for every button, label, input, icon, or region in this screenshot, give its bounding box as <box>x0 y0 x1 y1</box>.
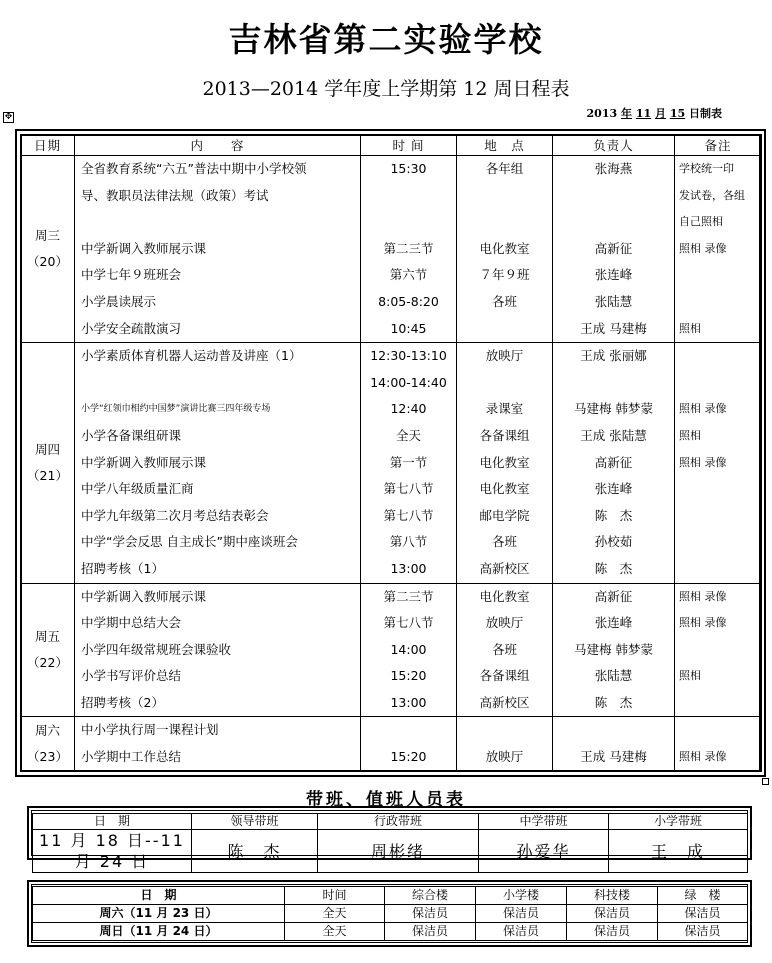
place-line: 邮电学院 <box>479 507 530 523</box>
person-line: 王成 张丽娜 <box>580 348 647 364</box>
time-line <box>361 209 456 236</box>
person-line: 王成 马建梅 <box>580 320 647 336</box>
made-date <box>587 105 722 121</box>
place-line: 各备课组 <box>479 427 530 443</box>
person-line: 陈 杰 <box>594 694 633 710</box>
place-column-cell <box>457 343 553 583</box>
duty-header-middle: 中学带班 <box>479 814 609 830</box>
time-line: 第二三节 <box>383 240 434 256</box>
made-month: 11 <box>635 107 652 120</box>
content-line: 中学九年级第二次月考总结表彰会 <box>81 507 269 523</box>
note-column-cell <box>675 343 762 583</box>
day-name: 周五 <box>34 628 60 644</box>
cleaning-staff: 保洁员 <box>385 923 476 941</box>
place-line: 电化教室 <box>479 240 530 256</box>
person-line: 马建梅 韩梦蒙 <box>574 401 653 417</box>
duty-header-leader: 领导带班 <box>192 814 318 830</box>
header-person: 负责人 <box>553 135 675 156</box>
note-column-cell <box>675 156 762 343</box>
person-line: 王成 张陆慧 <box>580 427 647 443</box>
note-line: 照相 <box>679 669 701 683</box>
note-line: 学校统一印 <box>679 162 734 175</box>
cleaning-header-building2: 小学楼 <box>476 887 567 905</box>
place-line: 放映厅 <box>485 615 524 631</box>
duty-middle: 孙爱华 <box>479 830 609 873</box>
made-day-suffix: 日制表 <box>689 107 722 120</box>
place-line: 放映厅 <box>485 348 524 364</box>
note-line: 照相 录像 <box>679 241 727 255</box>
cleaning-date: 周六（11 月 23 日） <box>33 905 285 923</box>
time-line: 第一节 <box>389 454 428 470</box>
person-line: 高新征 <box>594 454 633 470</box>
note-line <box>675 690 761 717</box>
time-line: 第七八节 <box>383 615 434 631</box>
duty-header-date: 日 期 <box>33 814 192 830</box>
duty-header-admin: 行政带班 <box>318 814 479 830</box>
time-line: 12:30-13:10 <box>370 348 447 364</box>
header-note: 备注 <box>675 135 762 156</box>
schedule-subtitle: 2013—2014 学年度上学期第 12 周日程表 <box>202 78 570 100</box>
schedule-header-row <box>21 135 762 156</box>
duty-title: 带班、值班人员表 <box>306 790 466 810</box>
time-line: 13:00 <box>390 694 427 710</box>
cleaning-date: 周日（11 月 24 日） <box>33 923 285 941</box>
content-line: 中学新调入教师展示课 <box>81 454 207 470</box>
content-line: 中小学执行周一课程计划 <box>81 722 219 738</box>
content-line: 小学四年级常规班会课验收 <box>81 641 232 657</box>
note-column-cell <box>675 583 762 717</box>
place-line: 电化教室 <box>479 481 530 497</box>
person-line: 马建梅 韩梦蒙 <box>574 641 653 657</box>
place-column-cell <box>457 583 553 717</box>
table-move-handle-icon[interactable]: ✥ <box>4 112 13 122</box>
content-line: 小学晨读展示 <box>81 293 157 309</box>
person-line <box>553 370 674 397</box>
time-line: 15:20 <box>390 749 427 765</box>
content-line: 小学各备课组研课 <box>81 427 182 443</box>
content-line: 全省教育系统“六五”普法中期中小学校领 <box>81 161 307 176</box>
place-line: 高新校区 <box>479 694 530 710</box>
cleaning-staff: 保洁员 <box>658 923 748 941</box>
school-name: 吉林省第二实验学校 <box>228 20 544 59</box>
time-line: 13:00 <box>390 560 427 576</box>
person-line: 张连峰 <box>594 481 633 497</box>
person-line: 张海燕 <box>594 161 633 176</box>
person-line: 陈 杰 <box>594 560 633 576</box>
duty-date: 11 月 18 日--11 月 24 日 <box>33 830 192 873</box>
place-line: 各班 <box>491 641 517 657</box>
duty-primary: 王 成 <box>609 830 748 873</box>
time-line: 全天 <box>395 427 421 443</box>
day-date: （21） <box>27 467 68 483</box>
cleaning-staff: 保洁员 <box>476 923 567 941</box>
cleaning-header-building1: 综合楼 <box>385 887 476 905</box>
day-cell <box>21 343 75 583</box>
time-line: 8:05-8:20 <box>378 293 439 309</box>
content-line: 招聘考核（1） <box>81 560 164 576</box>
content-line: 中学期中总结大会 <box>81 615 182 631</box>
time-line <box>361 717 456 744</box>
note-line: 照相 录像 <box>679 402 727 416</box>
place-line: 各备课组 <box>479 668 530 684</box>
time-line: 12:40 <box>390 401 427 417</box>
note-line: 照相 <box>679 428 701 442</box>
cleaning-staff: 保洁员 <box>567 905 658 923</box>
place-line: 放映厅 <box>485 749 524 765</box>
duty-header-primary: 小学带班 <box>609 814 748 830</box>
day-block <box>21 343 762 583</box>
day-name: 周三 <box>34 228 60 244</box>
note-line: 照相 录像 <box>679 455 727 469</box>
note-line <box>675 529 761 556</box>
content-line: 中学八年级质量汇商 <box>81 481 194 497</box>
person-column-cell <box>553 156 675 343</box>
place-column-cell <box>457 717 553 771</box>
note-line <box>675 370 761 397</box>
content-line: 小学书写评价总结 <box>81 668 182 684</box>
time-column-cell <box>361 717 457 771</box>
person-column-cell <box>553 717 675 771</box>
place-column-cell <box>457 156 553 343</box>
cleaning-staff: 保洁员 <box>476 905 567 923</box>
person-line: 孙校茹 <box>594 534 633 550</box>
content-line: 小学素质体育机器人运动普及讲座（1） <box>81 348 302 364</box>
cleaning-header-building3: 科技楼 <box>567 887 658 905</box>
schedule-table <box>20 134 762 772</box>
place-line: 各班 <box>491 293 517 309</box>
time-line: 10:45 <box>390 320 427 336</box>
header-date: 日期 <box>21 135 75 156</box>
made-year: 2013 <box>586 107 618 120</box>
note-line: 照相 录像 <box>679 589 727 603</box>
note-line: 自己照相 <box>679 215 723 229</box>
note-column-cell <box>675 717 762 771</box>
cleaning-header-date: 日 期 <box>33 887 285 905</box>
time-column-cell <box>361 156 457 343</box>
header-content: 内 容 <box>75 135 361 156</box>
day-block <box>21 583 762 717</box>
day-cell <box>21 717 75 771</box>
place-line <box>457 183 552 210</box>
day-cell <box>21 156 75 343</box>
person-line <box>553 183 674 210</box>
day-date: （20） <box>27 254 68 270</box>
place-line: 电化教室 <box>479 588 530 604</box>
note-line: 照相 录像 <box>679 616 727 630</box>
person-line <box>553 209 674 236</box>
person-column-cell <box>553 343 675 583</box>
place-line: 电化教室 <box>479 454 530 470</box>
time-line: 15:30 <box>390 161 427 176</box>
note-line <box>675 637 761 664</box>
note-line <box>675 262 761 289</box>
day-name: 周四 <box>34 441 60 457</box>
time-column-cell <box>361 583 457 717</box>
place-line: 高新校区 <box>479 560 530 576</box>
time-line <box>361 183 456 210</box>
made-month-suffix: 月 <box>655 107 666 120</box>
content-line: 中学新调入教师展示课 <box>81 240 207 256</box>
content-column-cell <box>75 717 361 771</box>
day-cell <box>21 583 75 717</box>
person-column-cell <box>553 583 675 717</box>
note-line <box>675 343 761 370</box>
person-line: 高新征 <box>594 588 633 604</box>
person-line: 张陆慧 <box>594 293 633 309</box>
content-line: 招聘考核（2） <box>81 694 164 710</box>
person-line: 陈 杰 <box>594 507 633 523</box>
time-column-cell <box>361 343 457 583</box>
place-line: ７年９班 <box>479 267 530 283</box>
cleaning-staff: 保洁员 <box>658 905 748 923</box>
table-resize-handle-icon[interactable] <box>762 778 769 785</box>
time-line: 第二三节 <box>383 588 434 604</box>
duty-value-row <box>33 830 748 873</box>
content-line: 小学期中工作总结 <box>81 749 182 765</box>
duty-table <box>32 813 748 873</box>
made-day: 15 <box>669 107 686 120</box>
cleaning-header-row <box>33 887 748 905</box>
cleaning-time: 全天 <box>285 905 385 923</box>
cleaning-staff: 保洁员 <box>567 923 658 941</box>
cleaning-table <box>32 886 748 941</box>
day-block <box>21 156 762 343</box>
person-line: 张连峰 <box>594 267 633 283</box>
header-place: 地 点 <box>457 135 553 156</box>
place-line: 录课室 <box>485 401 524 417</box>
person-line: 张连峰 <box>594 615 633 631</box>
cleaning-staff: 保洁员 <box>385 905 476 923</box>
content-line: 中学新调入教师展示课 <box>81 588 207 604</box>
duty-leader: 陈 杰 <box>192 830 318 873</box>
place-line <box>457 717 552 744</box>
person-line: 张陆慧 <box>594 668 633 684</box>
content-line: 导、教职员法律法规（政策）考试 <box>81 187 269 203</box>
header-time: 时 间 <box>361 135 457 156</box>
person-line: 高新征 <box>594 240 633 256</box>
content-column-cell <box>75 156 361 343</box>
place-line <box>457 316 552 343</box>
note-line <box>675 717 761 744</box>
note-line <box>675 289 761 316</box>
time-line: 第八节 <box>389 534 428 550</box>
time-line: 14:00-14:40 <box>370 374 447 390</box>
content-line: 中学七年９班班会 <box>81 267 182 283</box>
day-date: （23） <box>27 749 68 765</box>
content-line <box>81 370 360 397</box>
day-name: 周六 <box>34 723 60 739</box>
content-line <box>81 209 360 236</box>
cleaning-header-building4: 绿 楼 <box>658 887 748 905</box>
cleaning-row <box>33 923 748 941</box>
note-line: 照相 <box>679 321 701 335</box>
content-line: 小学安全疏散演习 <box>81 320 182 336</box>
note-line <box>675 556 761 583</box>
duty-admin: 周彬绪 <box>318 830 479 873</box>
note-line: 照相 录像 <box>679 750 727 764</box>
note-line <box>675 503 761 530</box>
note-line <box>675 476 761 503</box>
content-line: 小学“红领巾相约中国梦”演讲比赛三四年级专场 <box>81 404 271 415</box>
time-line: 14:00 <box>390 641 427 657</box>
day-date: （22） <box>27 654 68 670</box>
cleaning-header-time: 时间 <box>285 887 385 905</box>
person-line: 王成 马建梅 <box>580 749 647 765</box>
content-column-cell <box>75 343 361 583</box>
time-line: 15:20 <box>390 668 427 684</box>
place-line: 各年组 <box>485 161 524 176</box>
cleaning-row <box>33 905 748 923</box>
time-line: 第七八节 <box>383 481 434 497</box>
day-block <box>21 717 762 771</box>
content-line: 中学“学会反思 自主成长”期中座谈班会 <box>81 534 298 550</box>
note-line: 发试卷，各组 <box>679 188 745 202</box>
place-line: 各班 <box>491 534 517 550</box>
made-year-suffix: 年 <box>621 107 632 120</box>
person-line <box>553 717 674 744</box>
cleaning-time: 全天 <box>285 923 385 941</box>
place-line <box>457 209 552 236</box>
duty-header-row <box>33 814 748 830</box>
place-line <box>457 370 552 397</box>
time-line: 第七八节 <box>383 507 434 523</box>
content-column-cell <box>75 583 361 717</box>
time-line: 第六节 <box>389 267 428 283</box>
